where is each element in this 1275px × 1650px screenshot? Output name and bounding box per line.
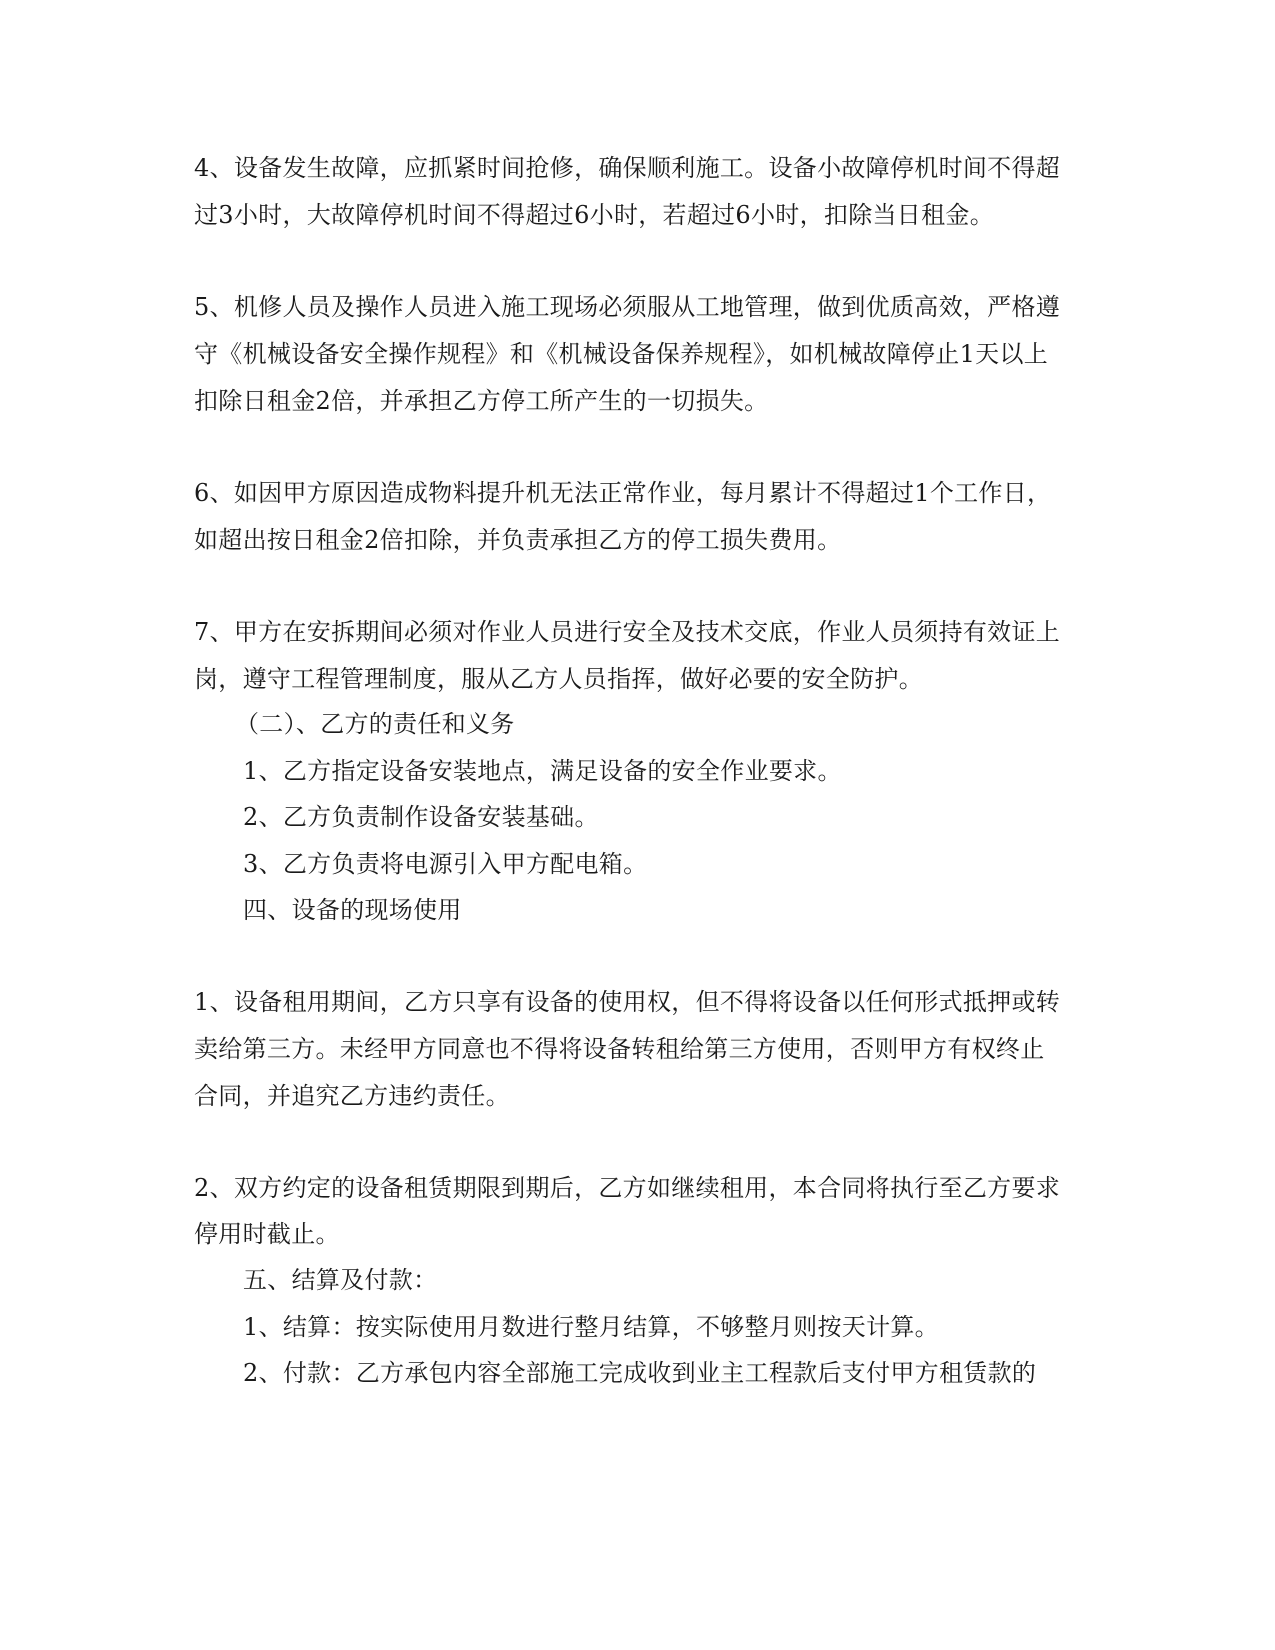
section-heading: 四、设备的现场使用 — [243, 896, 462, 924]
text-line: 岗，遵守工程管理制度，服从乙方人员指挥，做好必要的安全防护。 — [194, 665, 923, 693]
text-line: 3、乙方负责将电源引入甲方配电箱。 — [243, 850, 648, 878]
text-line: 1、乙方指定设备安装地点，满足设备的安全作业要求。 — [243, 757, 842, 785]
text-line: 停用时截止。 — [194, 1220, 340, 1248]
text-line: 5、机修人员及操作人员进入施工现场必须服从工地管理，做到优质高效，严格遵 — [194, 293, 1061, 321]
text-line: 2、付款：乙方承包内容全部施工完成收到业主工程款后支付甲方租赁款的 — [243, 1359, 1037, 1387]
section-heading: （二）、乙方的责任和义务 — [235, 710, 515, 738]
text-line: 合同，并追究乙方违约责任。 — [194, 1082, 510, 1110]
text-line: 卖给第三方。未经甲方同意也不得将设备转租给第三方使用，否则甲方有权终止 — [194, 1035, 1045, 1063]
text-line: 1、结算：按实际使用月数进行整月结算，不够整月则按天计算。 — [243, 1313, 939, 1341]
text-line: 2、双方约定的设备租赁期限到期后，乙方如继续租用，本合同将执行至乙方要求 — [194, 1174, 1061, 1202]
text-line: 4、设备发生故障，应抓紧时间抢修，确保顺利施工。设备小故障停机时间不得超 — [194, 154, 1061, 182]
section-heading: 五、结算及付款： — [243, 1266, 438, 1294]
text-line: 6、如因甲方原因造成物料提升机无法正常作业，每月累计不得超过1个工作日， — [194, 479, 1052, 507]
text-line: 守《机械设备安全操作规程》和《机械设备保养规程》，如机械故障停止1天以上 — [194, 340, 1049, 368]
text-line: 2、乙方负责制作设备安装基础。 — [243, 803, 599, 831]
text-line: 7、甲方在安拆期间必须对作业人员进行安全及技术交底，作业人员须持有效证上 — [194, 618, 1061, 646]
text-line: 如超出按日租金2倍扣除，并负责承担乙方的停工损失费用。 — [194, 526, 842, 554]
text-line: 扣除日租金2倍，并承担乙方停工所产生的一切损失。 — [194, 387, 769, 415]
text-line: 1、设备租用期间，乙方只享有设备的使用权，但不得将设备以任何形式抵押或转 — [194, 988, 1061, 1016]
text-line: 过3小时，大故障停机时间不得超过6小时，若超过6小时，扣除当日租金。 — [194, 201, 995, 229]
